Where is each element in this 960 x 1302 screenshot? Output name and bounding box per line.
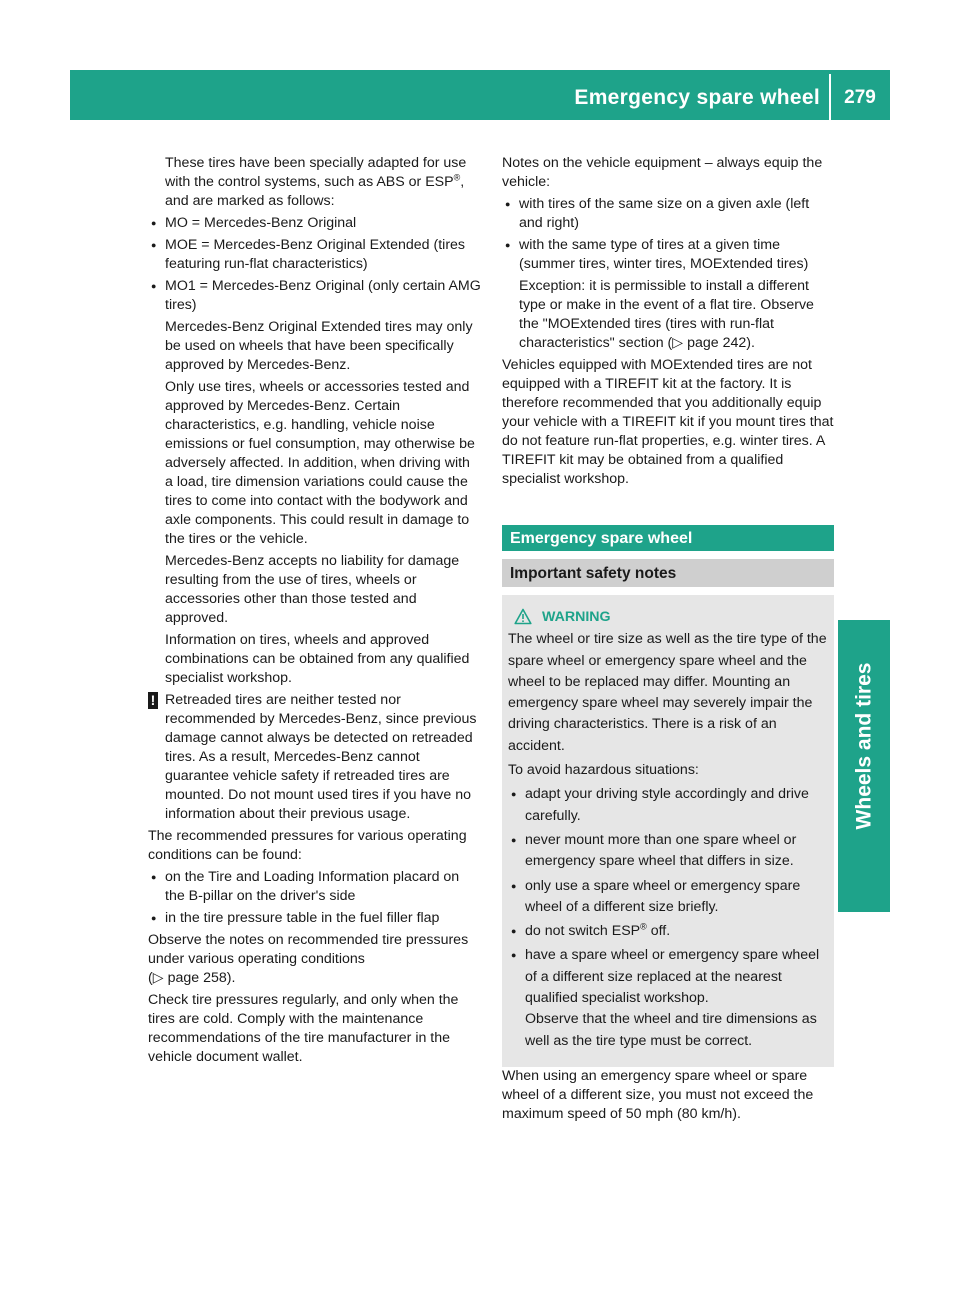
warning-instructions-intro: To avoid hazardous situations: <box>508 762 699 779</box>
exception-paragraph: Exception: it is permissible to install a different type or make in the event of a flat tire. Observe the "MOExtended tires (tires with run-flat characteristics" section (▷ page 242). <box>519 278 814 351</box>
speed-limit-paragraph: When using an emergency spare wheel or spare wheel of a different size, you must not exceed the maximum speed of 50 mph (80 km/h). <box>502 1067 814 1122</box>
tire-markings-list <box>148 214 481 315</box>
list-item: ● only use a spare wheel or emergency spare wheel of a different size briefly. <box>508 876 828 919</box>
registered-mark: ® <box>640 921 647 932</box>
warning-list <box>508 784 828 1052</box>
list-item: ● MO1 = Mercedes-Benz Original (only certain AMG tires) <box>148 277 481 315</box>
registered-mark: ® <box>453 172 461 183</box>
chapter-tab-label: Wheels and tires <box>852 662 876 830</box>
page-header <box>70 70 890 120</box>
pressures-paragraph: The recommended pressures for various operating conditions can be found: <box>148 828 467 863</box>
note-text: Retreaded tires are neither tested nor recommended by Mercedes-Benz, since previous damage cannot always be detected on retreaded tires. As a result, Mercedes-Benz cannot guarantee vehicle safety if retreaded tires are mounted. Do not mount used tires if you have no information about their previous usage. <box>165 692 477 822</box>
chapter-tab-label-wrap <box>838 620 890 872</box>
right-column <box>502 154 834 1127</box>
list-item: ● have a spare wheel or emergency spare wheel of a different size replaced at the nearest qualified specialist workshop. Observe that the wheel and tire dimensions as well as the tire type must be correct. <box>508 945 828 1051</box>
list-item: ● with tires of the same size on a given axle (left and right) <box>502 195 834 233</box>
list-item: ● with the same type of tires at a given time (summer tires, winter tires, MOExtended tires) <box>502 236 834 274</box>
check-pressures-paragraph: Check tire pressures regularly, and only when the tires are cold. Comply with the maintenance recommendations of the tire manufacturer in the vehicle document wallet. <box>148 992 459 1065</box>
warning-heading <box>508 607 828 628</box>
list-item: ● MOE = Mercedes-Benz Original Extended (tires featuring run-flat characteristics) <box>148 236 481 274</box>
pressure-places-list <box>148 868 481 928</box>
info-paragraph: Information on tires, wheels and approved combinations can be obtained from any qualified specialist workshop. <box>165 632 470 686</box>
list-item: ● MO = Mercedes-Benz Original <box>148 214 481 233</box>
page-reference-link[interactable]: (▷ page 258). <box>148 970 236 986</box>
header-divider <box>829 74 831 120</box>
warning-triangle-icon <box>514 608 532 625</box>
list-item: ● do not switch ESP® off. <box>508 921 828 942</box>
header-title: Emergency spare wheel <box>574 86 820 109</box>
observe-paragraph: Observe the notes on recommended tire pressures under various operating conditions (▷ page 258). <box>148 932 469 986</box>
moextended-paragraph: Vehicles equipped with MOExtended tires are not equipped with a TIREFIT kit at the factory. It is therefore recommended that you additionally equip your vehicle with a TIREFIT kit if you mount tires that do not feature run-flat properties, e.g. winter tires. A TIREFIT kit may be obtained from a qualified specialist workshop. <box>502 357 834 487</box>
list-item: ● in the tire pressure table in the fuel filler flap <box>148 909 481 928</box>
liability-paragraph: Mercedes-Benz accepts no liability for damage resulting from the use of tires, wheels or accessories other than those tested and approved. <box>165 553 460 626</box>
approved-parts-paragraph: Only use tires, wheels or accessories tested and approved by Mercedes-Benz. Certain characteristics, e.g. handling, vehicle noise emissions or fuel consumption, may otherwise be adversely affected. In addition, when driving with a load, tire dimension variations could cause the tires to come into contact with the bodywork and axle components. This could result in damage to the tires or the vehicle. <box>165 379 475 547</box>
left-column <box>148 154 481 1070</box>
section-heading: Emergency spare wheel <box>502 525 834 551</box>
warning-box <box>502 595 834 1067</box>
chapter-tab-marker <box>838 866 890 912</box>
subsection-heading: Important safety notes <box>502 559 834 587</box>
list-item: ● never mount more than one spare wheel or emergency spare wheel that differs in size. <box>508 830 828 873</box>
equipment-list <box>502 195 834 274</box>
list-item: ● adapt your driving style accordingly and drive carefully. <box>508 784 828 827</box>
warning-label: WARNING <box>542 609 611 625</box>
warning-paragraph: The wheel or tire size as well as the tire type of the spare wheel or emergency spare wheel and the wheel to be replaced may differ. Mounting an emergency spare wheel may severely impair the driving characteristics. There is a risk of an accident. <box>508 631 827 754</box>
intro-paragraph: These tires have been specially adapted for use with the control systems, such as ABS or ESP®, and are marked as follows: <box>165 155 467 209</box>
retreaded-note <box>148 691 481 824</box>
exclamation-icon: ! <box>148 692 158 709</box>
moe-paragraph: Mercedes-Benz Original Extended tires may only be used on wheels that have been specifically approved by Mercedes-Benz. <box>165 319 473 373</box>
list-item: ● on the Tire and Loading Information placard on the B-pillar on the driver's side <box>148 868 481 906</box>
equipment-notes-paragraph: Notes on the vehicle equipment – always equip the vehicle: <box>502 155 823 190</box>
page-number: 279 <box>844 87 876 108</box>
